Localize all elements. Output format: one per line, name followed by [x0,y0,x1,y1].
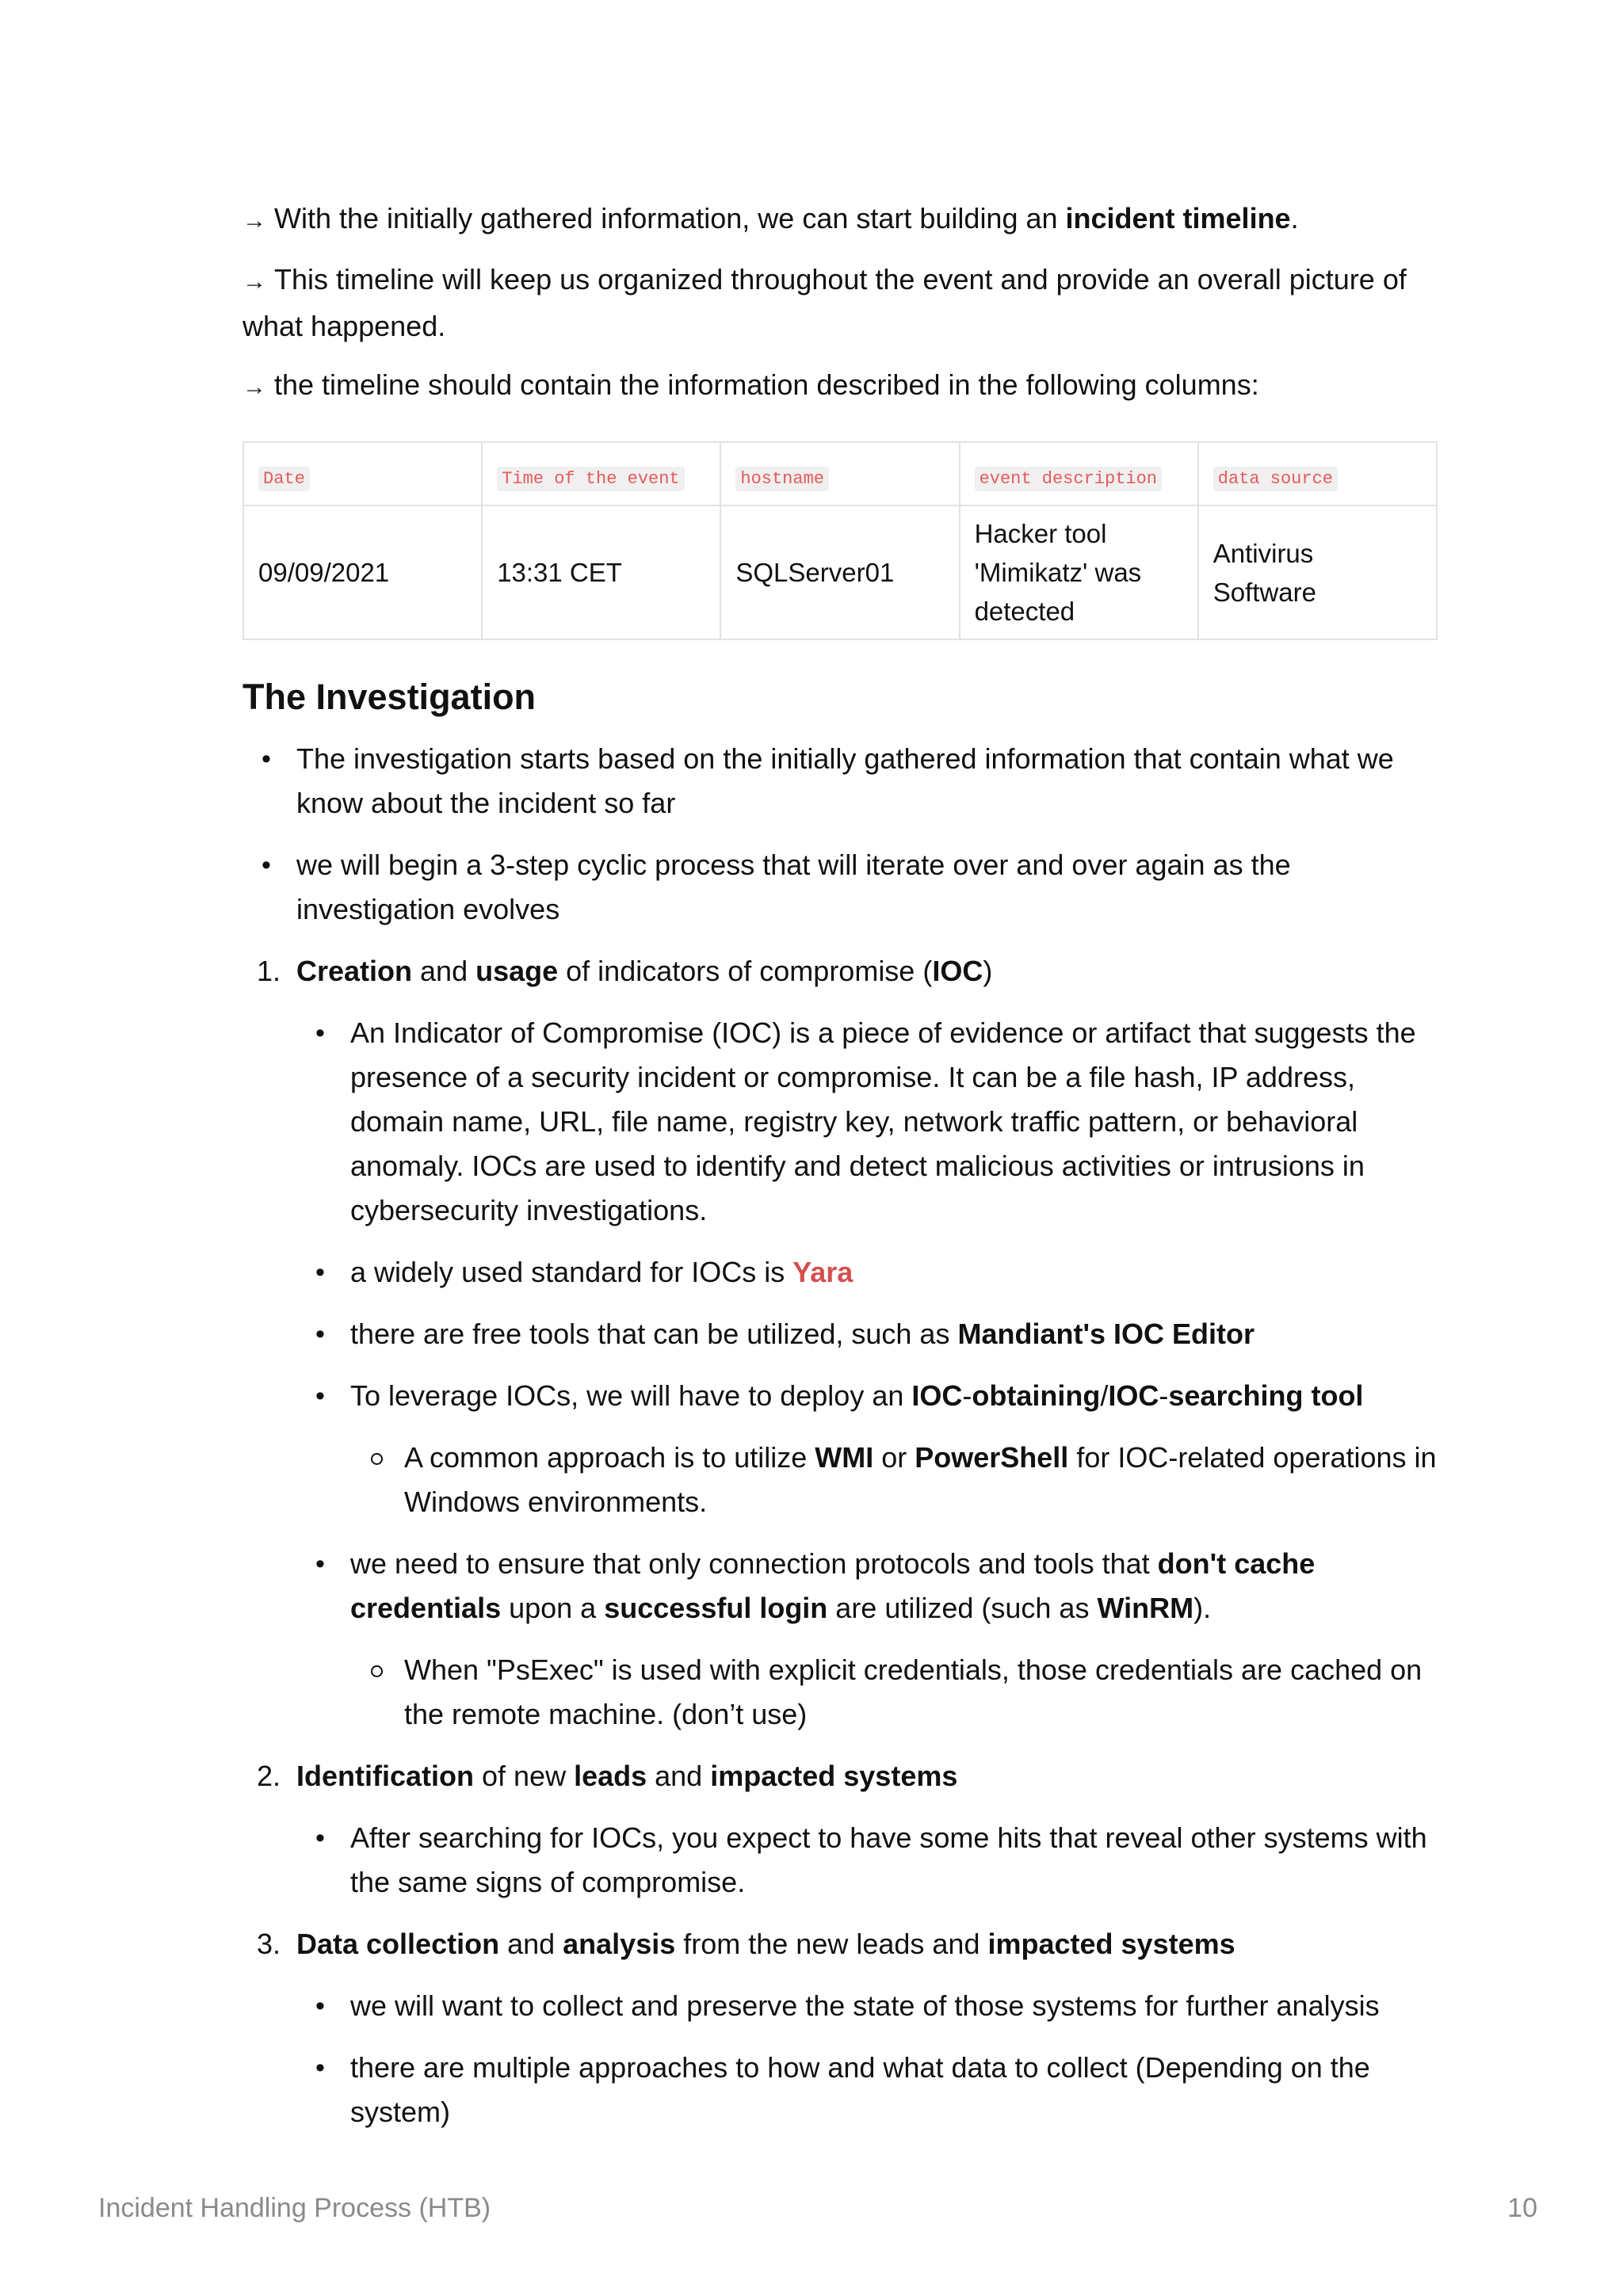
footer-title: Incident Handling Process (HTB) [98,2193,491,2223]
bold-text: Creation [296,955,413,987]
list-item: • we will want to collect and preserve the state of those systems for further analysis [296,1984,1438,2028]
step-1 [242,949,1438,1737]
text: of indicators of compromise ( [558,955,933,987]
table-row [243,505,1437,639]
text: are utilized (such as [827,1592,1098,1624]
intro-line-2 [242,257,1438,349]
table-cell: SQLServer01 [720,505,959,639]
bold-text: IOC [932,955,983,987]
header-cell [1198,442,1437,505]
text: and [412,955,476,987]
bold-text: impacted systems [987,1928,1235,1960]
page-number: 10 [1507,2193,1537,2223]
arrow-icon: → [242,208,266,234]
list-item [296,1374,1438,1524]
text: To leverage IOCs, we will have to deploy an [350,1379,912,1412]
table-header-row [243,442,1437,505]
bold-text: impacted systems [710,1760,958,1792]
table-cell: Antivirus Software [1198,505,1437,639]
list-item [296,1250,1438,1295]
intro-line-1 [242,196,1438,243]
step-3-bullets [296,1984,1438,2134]
bold-text: Identification [296,1760,474,1792]
bold-text: IOC [911,1379,963,1412]
bold-text: PowerShell [915,1441,1069,1474]
header-cell [243,442,482,505]
list-item: • The investigation starts based on the initially gathered information that contain what we know about the incident so far [242,737,1438,826]
step-2-bullets [296,1816,1438,1905]
investigation-bullets [242,737,1438,932]
text: of new [474,1760,575,1792]
bold-text: Data collection [296,1928,500,1960]
bold-text: incident timeline [1065,202,1291,235]
text: and [647,1760,711,1792]
text: ). [1193,1592,1212,1624]
step-number: 2. [257,1760,281,1792]
header-cell [482,442,720,505]
list-item: • there are multiple approaches to how and what data to collect (Depending on the system) [296,2046,1438,2134]
header-cell [960,442,1198,505]
section-heading: The Investigation [242,677,537,717]
text: A common approach is to utilize [404,1441,815,1474]
list-item: When "PsExec" is used with explicit credentials, those credentials are cached on the remote machine. (don’t use) [350,1648,1438,1737]
header-code: data source [1213,467,1338,491]
yara-link[interactable]: Yara [792,1256,854,1288]
text: - [962,1379,972,1412]
text: ) [983,955,993,987]
bold-text: Mandiant's IOC Editor [957,1318,1255,1350]
table-cell: Hacker tool 'Mimikatz' was detected [960,505,1198,639]
table-cell: 13:31 CET [482,505,720,639]
text: the timeline should contain the information described in the following columns: [274,368,1259,401]
text: This timeline will keep us organized throughout the event and provide an overall picture of what happened. [242,263,1407,342]
header-code: Date [258,467,310,491]
list-item [296,1542,1438,1737]
list-item: • An Indicator of Compromise (IOC) is a piece of evidence or artifact that suggests the presence of a security incident or compromise. It can be a file hash, IP address, domain name, URL, file name, registry key, network traffic pattern, or behavioral anomaly. IOCs are used to identify and detect malicious activities or intrusions in cybersecurity investigations. [296,1011,1438,1233]
text: With the initially gathered information, we can start building an [274,202,1066,235]
step-2 [242,1754,1438,1905]
nested-bullets [350,1648,1438,1737]
page-content [242,196,1438,2152]
text: a widely used standard for IOCs is [350,1256,793,1288]
intro-line-3 [242,363,1438,410]
header-cell [720,442,959,505]
nested-bullets [350,1436,1438,1524]
text: and [499,1928,563,1960]
bold-text: obtaining [972,1379,1101,1412]
text: for IOC-related operations in Windows environments. [404,1441,1437,1518]
bold-text: WMI [815,1441,874,1474]
arrow-icon: → [242,374,266,400]
header-code: Time of the event [497,467,684,491]
bold-text: searching tool [1168,1379,1364,1412]
bold-text: leads [574,1760,647,1792]
text: . [1290,202,1299,235]
bold-text: don't cache credentials [350,1547,1316,1624]
step-number: 3. [257,1928,281,1960]
text: upon a [501,1592,605,1624]
bold-text: IOC [1108,1379,1159,1412]
text: or [873,1441,915,1474]
header-code: hostname [735,467,829,491]
text: - [1159,1379,1169,1412]
step-number: 1. [257,955,281,987]
list-item: • we will begin a 3-step cyclic process that will iterate over and over again as the investigation evolves [242,843,1438,932]
step-3 [242,1922,1438,2134]
list-item [296,1312,1438,1356]
bold-text: successful login [604,1592,828,1624]
header-code: event description [975,467,1162,491]
text: / [1100,1379,1109,1412]
list-item [350,1436,1438,1524]
text: there are free tools that can be utilized, such as [350,1318,958,1350]
process-steps [242,949,1438,2134]
timeline-table [242,441,1438,640]
bold-text: usage [475,955,559,987]
bold-text: analysis [563,1928,676,1960]
arrow-icon: → [242,269,266,295]
table-cell: 09/09/2021 [243,505,482,639]
bold-text: WinRM [1097,1592,1194,1624]
text: from the new leads and [675,1928,988,1960]
text: we need to ensure that only connection protocols and tools that [350,1547,1158,1580]
step-1-bullets [296,1011,1438,1737]
list-item: • After searching for IOCs, you expect to have some hits that reveal other systems with the same signs of compromise. [296,1816,1438,1905]
